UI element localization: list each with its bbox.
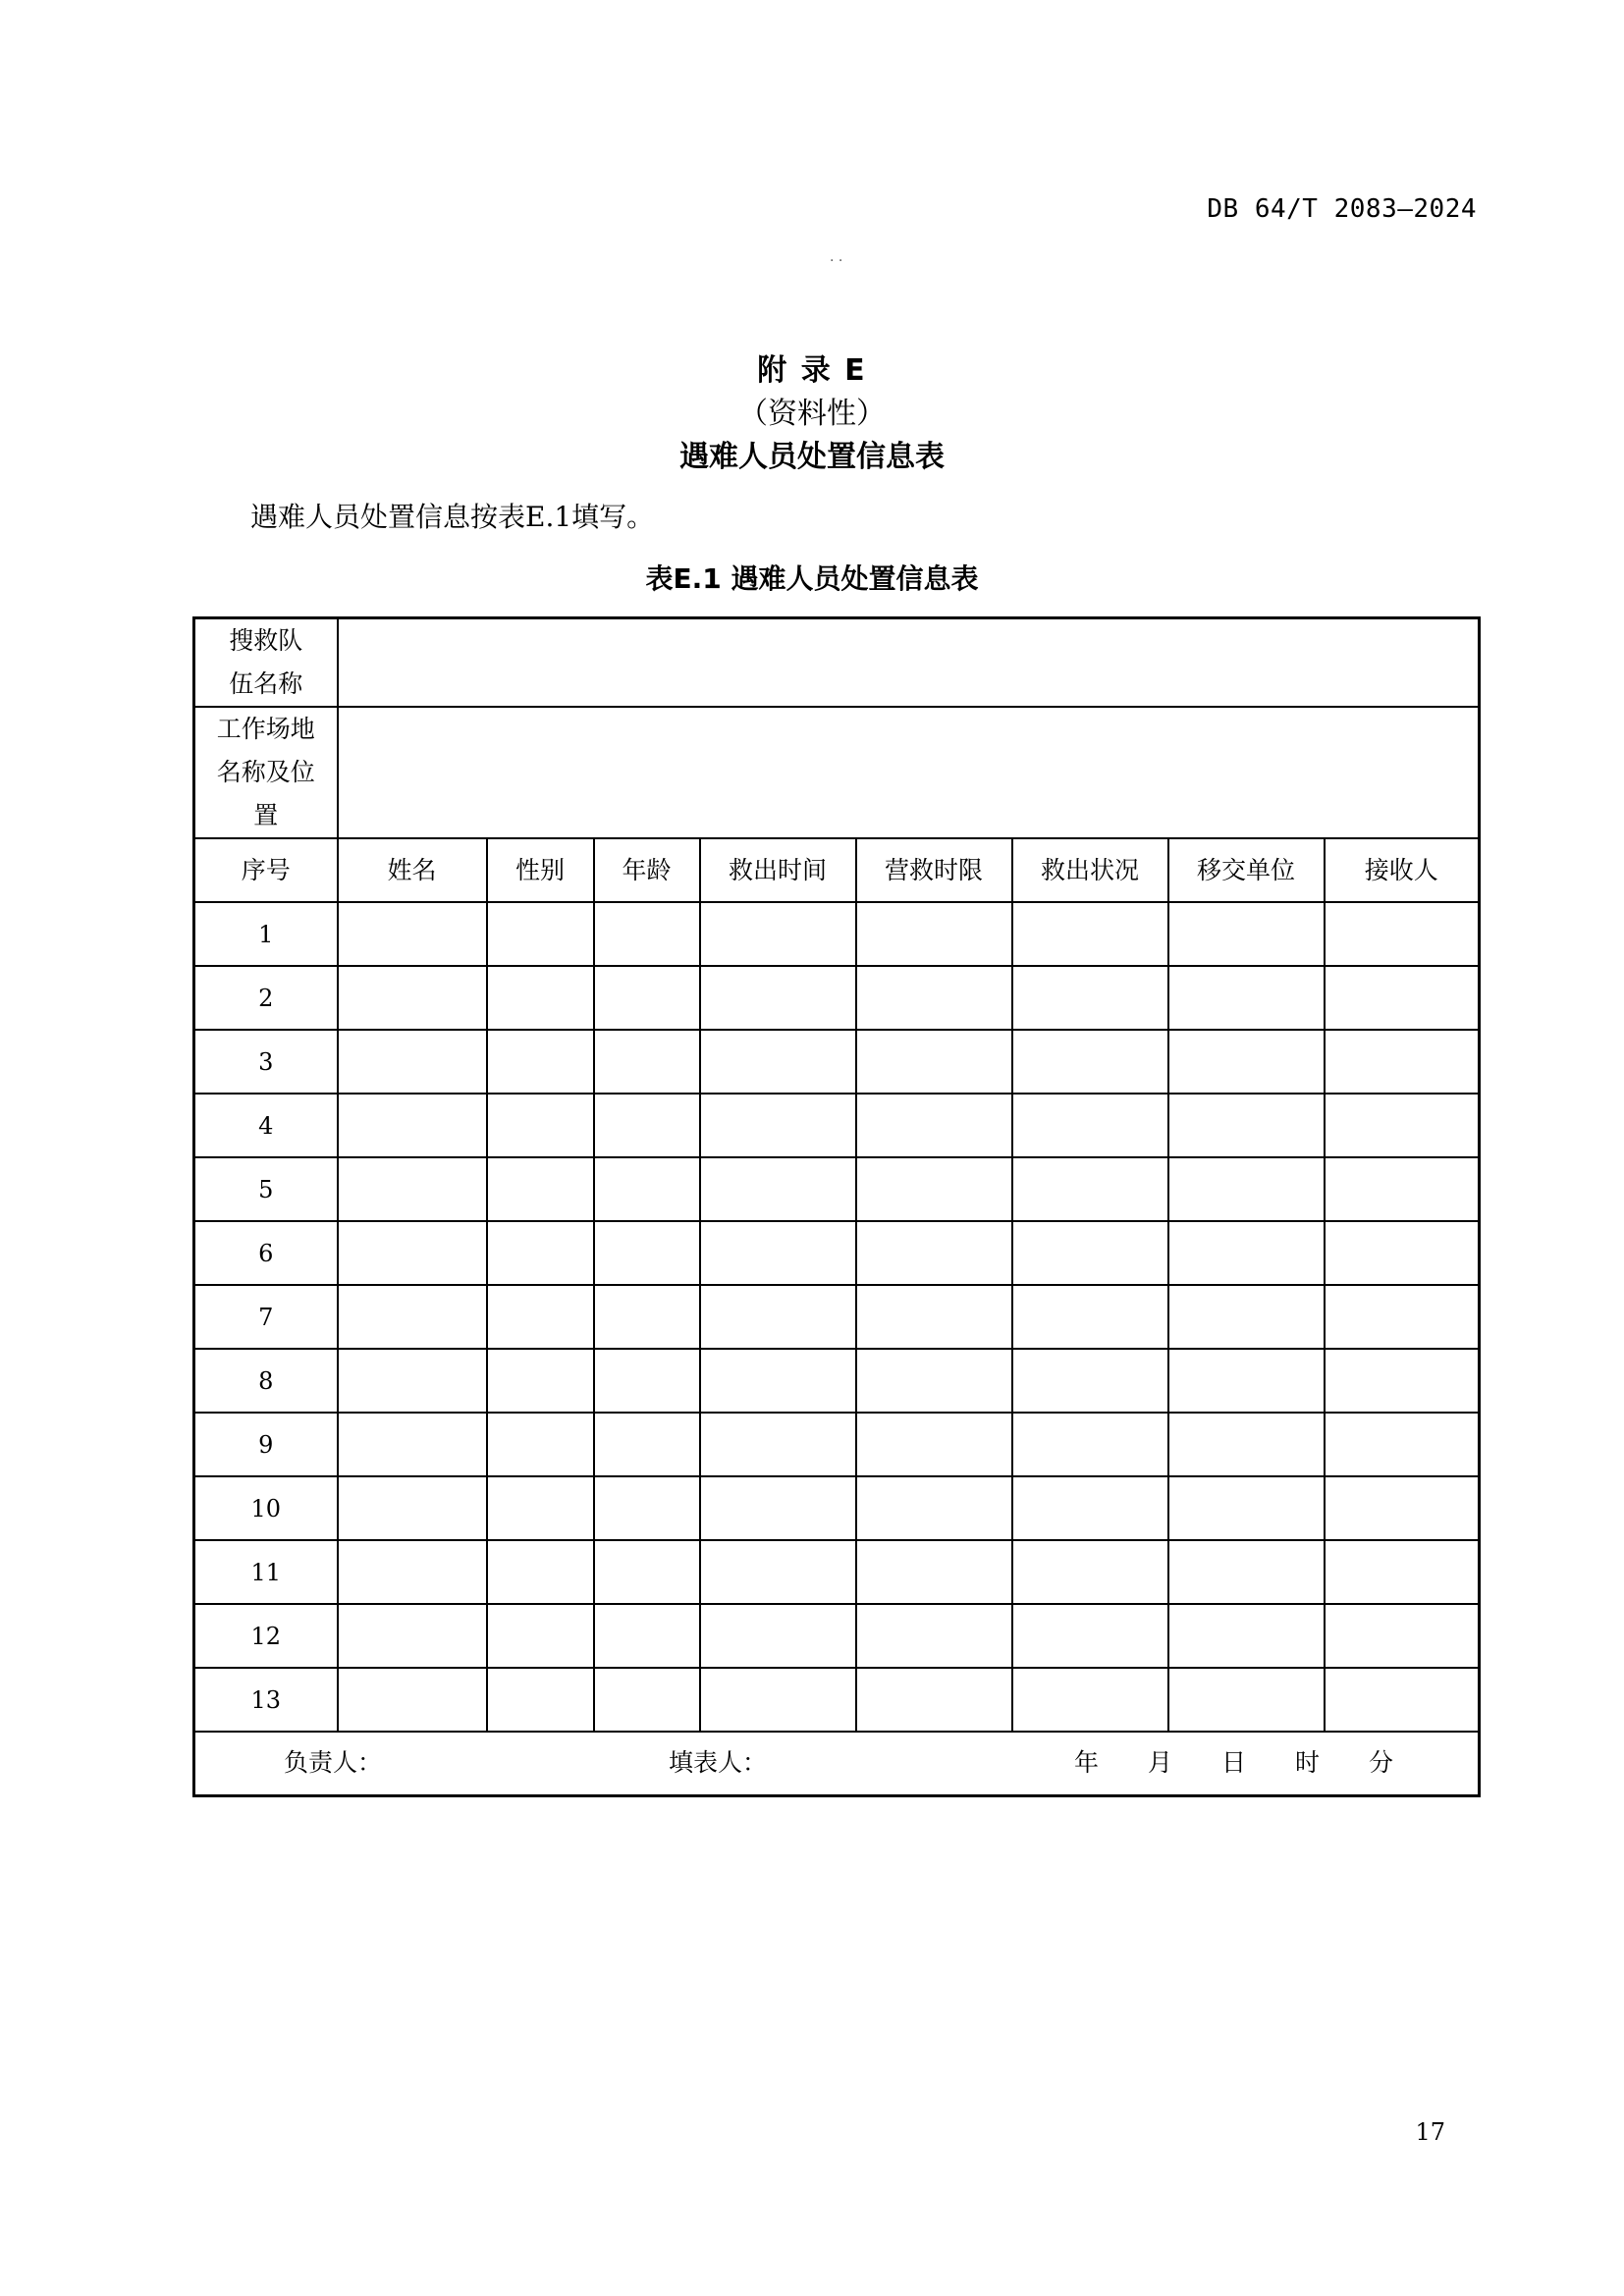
column-header: 序号 [194, 838, 338, 902]
table-cell[interactable] [1012, 1157, 1168, 1221]
table-cell[interactable] [594, 1604, 700, 1668]
table-cell[interactable] [487, 1540, 594, 1604]
table-cell[interactable] [1012, 1221, 1168, 1285]
table-cell[interactable] [1168, 1221, 1325, 1285]
filler-label: 填表人： [669, 1748, 768, 1777]
table-cell[interactable] [1168, 966, 1325, 1030]
table-cell[interactable] [338, 1476, 487, 1540]
appendix-title: 附 录 E [757, 353, 867, 388]
table-cell[interactable] [700, 1604, 856, 1668]
table-cell[interactable] [594, 1413, 700, 1476]
column-header: 移交单位 [1168, 838, 1325, 902]
table-cell[interactable] [1168, 1476, 1325, 1540]
table-row [194, 966, 1480, 1030]
table-cell[interactable] [338, 1094, 487, 1157]
table-cell[interactable] [594, 1221, 700, 1285]
table-cell[interactable] [338, 1604, 487, 1668]
site-row [194, 707, 1480, 838]
table-cell[interactable] [700, 1349, 856, 1413]
row-number: 11 [194, 1540, 338, 1604]
table-cell[interactable] [856, 1030, 1012, 1094]
table-cell[interactable] [594, 1094, 700, 1157]
table-cell[interactable] [338, 1030, 487, 1094]
table-cell[interactable] [700, 902, 856, 966]
table-cell[interactable] [1168, 1540, 1325, 1604]
team-row [194, 618, 1480, 708]
row-number: 5 [194, 1157, 338, 1221]
disposal-info-table [192, 616, 1481, 1797]
table-row [194, 1540, 1480, 1604]
table-row [194, 902, 1480, 966]
row-number: 12 [194, 1604, 338, 1668]
column-header: 救出状况 [1012, 838, 1168, 902]
table-cell[interactable] [487, 1668, 594, 1732]
table-cell[interactable] [856, 1540, 1012, 1604]
row-number: 6 [194, 1221, 338, 1285]
table-cell[interactable] [856, 1221, 1012, 1285]
table-row [194, 1285, 1480, 1349]
row-number: 9 [194, 1413, 338, 1476]
column-header: 姓名 [338, 838, 487, 902]
table-cell[interactable] [338, 1349, 487, 1413]
site-label: 工作场地名称及位置 [194, 707, 338, 838]
table-cell[interactable] [487, 1285, 594, 1349]
table-cell[interactable] [1168, 1349, 1325, 1413]
table-cell[interactable] [700, 1413, 856, 1476]
header-dots: · · [830, 253, 843, 269]
row-number: 7 [194, 1285, 338, 1349]
table-cell[interactable] [856, 902, 1012, 966]
table-row [194, 1094, 1480, 1157]
table-cell[interactable] [1168, 1668, 1325, 1732]
table-cell[interactable] [487, 1476, 594, 1540]
row-number: 3 [194, 1030, 338, 1094]
table-cell[interactable] [1325, 1030, 1480, 1094]
table-cell[interactable] [700, 1221, 856, 1285]
table-cell[interactable] [1012, 1413, 1168, 1476]
table-cell[interactable] [487, 902, 594, 966]
table-cell[interactable] [700, 1094, 856, 1157]
standard-code: DB 64/T 2083—2024 [1207, 194, 1477, 224]
table-cell[interactable] [1012, 1030, 1168, 1094]
table-cell[interactable] [856, 1413, 1012, 1476]
table-cell[interactable] [700, 1030, 856, 1094]
table-cell[interactable] [1325, 902, 1480, 966]
table-cell[interactable] [856, 1476, 1012, 1540]
team-value-cell[interactable] [338, 618, 1480, 708]
table-cell[interactable] [594, 1157, 700, 1221]
table-cell[interactable] [1012, 1476, 1168, 1540]
page-number: 17 [1415, 2118, 1445, 2146]
table-cell[interactable] [1325, 1413, 1480, 1476]
table-cell[interactable] [1325, 1094, 1480, 1157]
table-cell[interactable] [487, 966, 594, 1030]
table-cell[interactable] [700, 1285, 856, 1349]
table-cell[interactable] [1012, 1604, 1168, 1668]
row-number: 13 [194, 1668, 338, 1732]
table-row [194, 1221, 1480, 1285]
table-cell[interactable] [338, 966, 487, 1030]
table-cell[interactable] [338, 902, 487, 966]
table-cell[interactable] [487, 1413, 594, 1476]
column-header: 接收人 [1325, 838, 1480, 902]
table-cell[interactable] [338, 1285, 487, 1349]
table-cell[interactable] [594, 966, 700, 1030]
footer-row [194, 1732, 1480, 1796]
site-value-cell[interactable] [338, 707, 1480, 838]
table-cell[interactable] [338, 1157, 487, 1221]
table-cell[interactable] [1325, 1221, 1480, 1285]
row-number: 8 [194, 1349, 338, 1413]
table-cell[interactable] [1168, 1413, 1325, 1476]
table-row [194, 1668, 1480, 1732]
table-cell[interactable] [700, 966, 856, 1030]
table-cell[interactable] [1168, 1157, 1325, 1221]
table-cell[interactable] [1325, 1668, 1480, 1732]
table-cell[interactable] [487, 1604, 594, 1668]
year-label: 年 [1074, 1748, 1100, 1777]
column-header: 营救时限 [856, 838, 1012, 902]
table-cell[interactable] [856, 966, 1012, 1030]
table-cell[interactable] [1325, 1349, 1480, 1413]
table-cell[interactable] [338, 1221, 487, 1285]
table-cell[interactable] [487, 1094, 594, 1157]
table-cell[interactable] [594, 1349, 700, 1413]
table-cell[interactable] [1168, 1094, 1325, 1157]
table-cell[interactable] [856, 1668, 1012, 1732]
column-header: 性别 [487, 838, 594, 902]
table-cell[interactable] [856, 1349, 1012, 1413]
table-cell[interactable] [1012, 1349, 1168, 1413]
table-row [194, 1604, 1480, 1668]
column-header: 年龄 [594, 838, 700, 902]
table-caption: 表E.1 遇难人员处置信息表 [645, 562, 979, 595]
table-cell[interactable] [700, 1540, 856, 1604]
table-cell[interactable] [1325, 1285, 1480, 1349]
table-cell[interactable] [487, 1221, 594, 1285]
table-cell[interactable] [487, 1349, 594, 1413]
row-number: 2 [194, 966, 338, 1030]
appendix-name: 遇难人员处置信息表 [679, 440, 945, 474]
month-label: 月 [1148, 1748, 1173, 1777]
column-header-row [194, 838, 1480, 902]
team-label: 搜救队伍名称 [194, 618, 338, 708]
table-cell[interactable] [700, 1668, 856, 1732]
table-cell[interactable] [1325, 1476, 1480, 1540]
appendix-type: （资料性） [738, 397, 886, 431]
table-cell[interactable] [1012, 966, 1168, 1030]
row-number: 4 [194, 1094, 338, 1157]
table-cell[interactable] [1168, 1030, 1325, 1094]
table-cell[interactable] [1012, 1285, 1168, 1349]
table-cell[interactable] [1325, 966, 1480, 1030]
day-label: 日 [1221, 1748, 1247, 1777]
table-cell[interactable] [1012, 902, 1168, 966]
table-cell[interactable] [1168, 1604, 1325, 1668]
table-cell[interactable] [487, 1030, 594, 1094]
table-cell[interactable] [1325, 1540, 1480, 1604]
table-cell[interactable] [338, 1668, 487, 1732]
responsible-label: 负责人： [284, 1748, 383, 1777]
table-cell[interactable] [1168, 1285, 1325, 1349]
table-cell[interactable] [700, 1476, 856, 1540]
table-cell[interactable] [338, 1413, 487, 1476]
table-cell[interactable] [856, 1604, 1012, 1668]
table-row [194, 1413, 1480, 1476]
table-cell[interactable] [338, 1540, 487, 1604]
table-row [194, 1349, 1480, 1413]
row-number: 1 [194, 902, 338, 966]
intro-text: 遇难人员处置信息按表E.1填写。 [250, 501, 655, 533]
table-cell[interactable] [594, 1668, 700, 1732]
table-cell[interactable] [1325, 1604, 1480, 1668]
row-number: 10 [194, 1476, 338, 1540]
table-row [194, 1476, 1480, 1540]
table-cell[interactable] [856, 1157, 1012, 1221]
minute-label: 分 [1369, 1748, 1394, 1777]
table-cell[interactable] [594, 1476, 700, 1540]
table-cell[interactable] [1168, 902, 1325, 966]
table-cell[interactable] [1012, 1094, 1168, 1157]
table-cell[interactable] [594, 1540, 700, 1604]
table-cell[interactable] [594, 1030, 700, 1094]
table-cell[interactable] [1012, 1540, 1168, 1604]
table-cell[interactable] [1012, 1668, 1168, 1732]
column-header: 救出时间 [700, 838, 856, 902]
table-cell[interactable] [700, 1157, 856, 1221]
table-row [194, 1157, 1480, 1221]
table-cell[interactable] [1325, 1157, 1480, 1221]
table-cell[interactable] [594, 902, 700, 966]
table-cell[interactable] [594, 1285, 700, 1349]
table-row [194, 1030, 1480, 1094]
table-cell[interactable] [487, 1157, 594, 1221]
table-cell[interactable] [856, 1285, 1012, 1349]
table-cell[interactable] [856, 1094, 1012, 1157]
hour-label: 时 [1295, 1748, 1321, 1777]
